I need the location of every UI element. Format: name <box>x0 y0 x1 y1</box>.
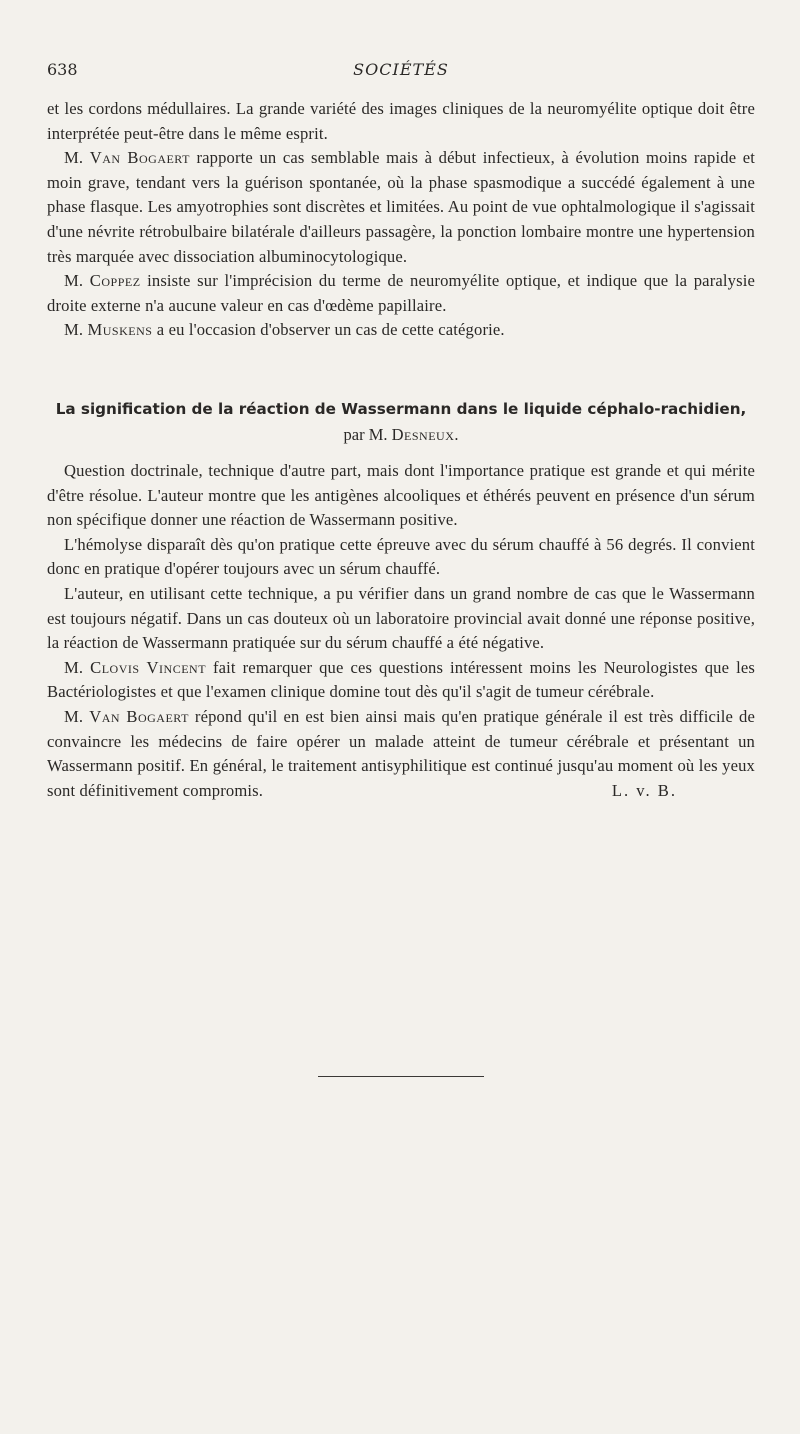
paragraph-text: rapporte un cas semblable mais à début infectieux, à évolution moins rapide et moin grave, tendant vers la guérison spontanée, où la phase spasmodique a succédé également à une phase flasque. Les amyotrophies sont discrètes et limitées. Au point de vue ophtalmologique il s'agissait d'une névrite rétrobulbaire bilatérale d'ailleurs passagère, la ponction lombaire montre une hypertension très marquée avec dissociation albuminocytologique. <box>47 148 755 266</box>
paragraph-text: répond qu'il en est bien ainsi mais qu'en pratique générale il est très difficile de convaincre les médecins de faire opérer un malade atteint de tumeur cérébrale et présentant un Wassermann positif. En général, le traitement antisyphilitique est continué jusqu'au moment où les yeux sont définitivement compromis. <box>47 706 755 800</box>
article-author: Desneux <box>391 425 455 444</box>
paragraph-text: Question doctrinale, technique d'autre part, mais dont l'importance pratique est grande et qui mérite d'être résolue. L'auteur montre que les antigènes alcooliques et éthérés peuvent en présence d'un sérum non spécifique donner une réaction de Wassermann positive. <box>47 461 755 530</box>
speaker-prefix: M. <box>64 657 84 677</box>
page-number: 638 <box>47 60 78 79</box>
article-by: par M. <box>343 425 392 444</box>
paragraph-text: insiste sur l'imprécision du terme de neuromyélite optique, et indique que la paralysie droite externe n'a aucune valeur en cas d'œdème papillaire. <box>47 271 755 315</box>
speaker-name: Muskens <box>87 320 153 340</box>
paragraph <box>47 97 755 146</box>
speaker-prefix: M. <box>64 320 84 340</box>
speaker-prefix: M. <box>64 148 84 168</box>
article-title: La signification de la réaction de Wassermann dans le liquide céphalo-rachidien, <box>55 400 747 418</box>
end-rule <box>318 1076 484 1077</box>
paragraph <box>47 705 755 803</box>
paragraph <box>47 582 755 656</box>
paragraph <box>47 656 755 705</box>
paragraph-text: a eu l'occasion d'observer un cas de cette catégorie. <box>152 320 505 340</box>
article-author-end: . <box>454 425 459 444</box>
running-head <box>47 60 755 84</box>
paragraph <box>47 533 755 582</box>
paragraph-text: fait remarquer que ces questions intéressent moins les Neurologistes que les Bactériologistes et que l'examen clinique domine tout dès qu'il s'agit de tumeur cérébrale. <box>47 657 755 702</box>
paragraph <box>47 269 755 318</box>
paragraph-text: L'auteur, en utilisant cette technique, a pu vérifier dans un grand nombre de cas que le Wassermann est toujours négatif. Dans un cas douteux où un laboratoire provincial avait donné une réponse positive, la réaction de Wassermann pratiquée sur du sérum chauffé a été négative. <box>47 583 755 653</box>
section-previous-discussion <box>47 97 755 343</box>
article-heading <box>47 396 755 448</box>
paragraph-text: et les cordons médullaires. La grande variété des images cliniques de la neuromyélite optique doit être interprétée peut-être dans le même esprit. <box>47 99 755 143</box>
speaker-name: Coppez <box>89 271 141 291</box>
speaker-prefix: M. <box>64 271 84 291</box>
speaker-name: Van Bogaert <box>89 706 189 726</box>
paragraph <box>47 146 755 269</box>
paragraph <box>47 318 755 343</box>
running-title: SOCIÉTÉS <box>353 60 449 79</box>
paragraph <box>47 459 755 533</box>
speaker-name: Clovis Vincent <box>90 657 207 677</box>
author-initials: L. v. B. <box>611 780 677 800</box>
speaker-prefix: M. <box>64 706 84 726</box>
speaker-name: Van Bogaert <box>89 148 190 168</box>
article-body <box>47 459 755 803</box>
paragraph-text: L'hémolyse disparaît dès qu'on pratique cette épreuve avec du sérum chauffé à 56 degrés. Il convient donc en pratique d'opérer toujours avec un sérum chauffé. <box>47 534 755 579</box>
